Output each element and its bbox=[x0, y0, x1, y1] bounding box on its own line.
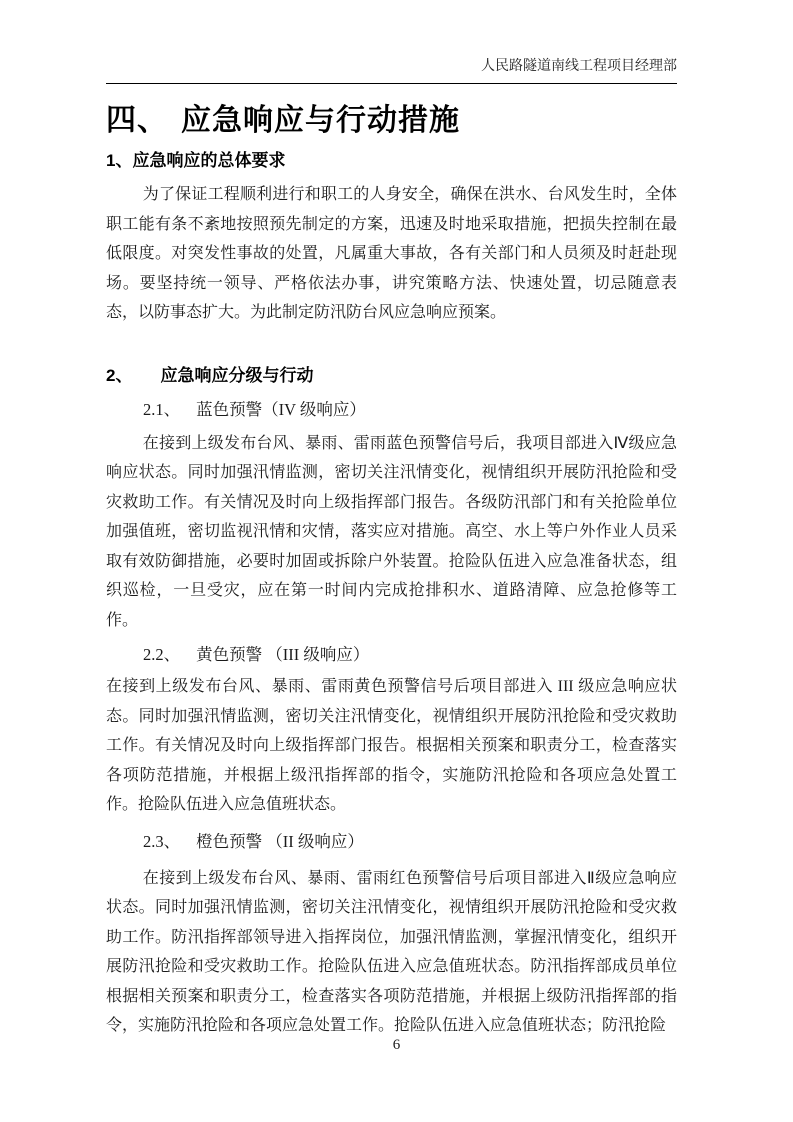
subsection-2-1-paragraph: 在接到上级发布台风、暴雨、雷雨蓝色预警信号后，我项目部进入Ⅳ级应急响应状态。同时加强汛情监测，密切关注汛情变化，视情组织开展防汛抢险和受灾救助工作。有关情况及时向上级指挥部门报告。各级防汛部门和有关抢险单位加强值班，密切监视汛情和灾情，落实应对措施。高空、水上等户外作业人员采取有效防御措施，必要时加固或拆除户外装置。抢险队伍进入应急准备状态，组织巡检，一旦受灾，应在第一时间内完成抢排积水、道路清障、应急抢修等工作。 bbox=[106, 434, 677, 629]
section-2-number: 2、 bbox=[106, 365, 133, 385]
subsection-2-2-number: 2.2、 bbox=[143, 645, 181, 664]
subsection-2-1-title: 蓝色预警（IV 级响应） bbox=[196, 399, 366, 419]
subsection-2-3-heading bbox=[106, 830, 677, 854]
chapter-title-text: 应急响应与行动措施 bbox=[181, 104, 460, 137]
section-2-heading bbox=[106, 364, 677, 388]
subsection-2-3-paragraph: 在接到上级发布台风、暴雨、雷雨红色预警信号后项目部进入Ⅱ级应急响应状态。同时加强汛情监测，密切关注汛情变化，视情组织开展防汛抢险和受灾救助工作。防汛指挥部领导进入指挥岗位，加强汛情监测，掌握汛情变化，组织开展防汛抢险和受灾救助工作。抢险队伍进入应急值班状态。防汛指挥部成员单位根据相关预案和职责分工，检查落实各项防范措施，并根据上级防汛指挥部的指令，实施防汛抢险和各项应急处置工作。抢险队伍进入应急值班状态；防汛抢险 bbox=[106, 869, 677, 1034]
section-1-number: 1、 bbox=[106, 151, 133, 170]
section-1-heading-text: 应急响应的总体要求 bbox=[132, 151, 286, 170]
subsection-2-2-title: 黄色预警 （III 级响应） bbox=[196, 645, 370, 664]
section-1-paragraph: 为了保证工程顺利进行和职工的人身安全，确保在洪水、台风发生时，全体职工能有条不紊地按照预先制定的方案，迅速及时地采取措施，把损失控制在最低限度。对突发性事故的处置，凡属重大事故，各有关部门和人员须及时赶赴现场。要坚持统一领导、严格依法办事，讲究策略方法、快速处置，切忌随意表态，以防事态扩大。为此制定防汛防台风应急响应预案。 bbox=[106, 186, 677, 321]
chapter-number: 四、 bbox=[106, 104, 168, 137]
section-2-heading-text: 应急响应分级与行动 bbox=[160, 365, 314, 385]
subsection-2-2-heading bbox=[106, 643, 677, 667]
subsection-2-2-paragraph: 在接到上级发布台风、暴雨、雷雨黄色预警信号后项目部进入 III 级应急响应状态。同时加强汛情监测，密切关注汛情变化，视情组织开展防汛抢险和受灾救助工作。有关情况及时向上级指挥部门报告。根据相关预案和职责分工，检查落实各项防范措施，并根据上级汛指挥部的指令，实施防汛抢险和各项应急处置工作。抢险队伍进入应急值班状态。 bbox=[106, 678, 677, 813]
chapter-title bbox=[106, 102, 677, 140]
subsection-2-3-number: 2.3、 bbox=[143, 831, 181, 851]
page-header bbox=[106, 58, 677, 84]
subsection-2-1-heading bbox=[106, 398, 677, 422]
header-text: 人民路隧道南线工程项目经理部 bbox=[481, 59, 677, 74]
subsection-2-3-title: 橙色预警 （II 级响应） bbox=[196, 831, 364, 851]
subsection-2-1-number: 2.1、 bbox=[143, 399, 181, 419]
section-1-heading bbox=[106, 149, 677, 173]
page-number: 6 bbox=[392, 1037, 401, 1053]
